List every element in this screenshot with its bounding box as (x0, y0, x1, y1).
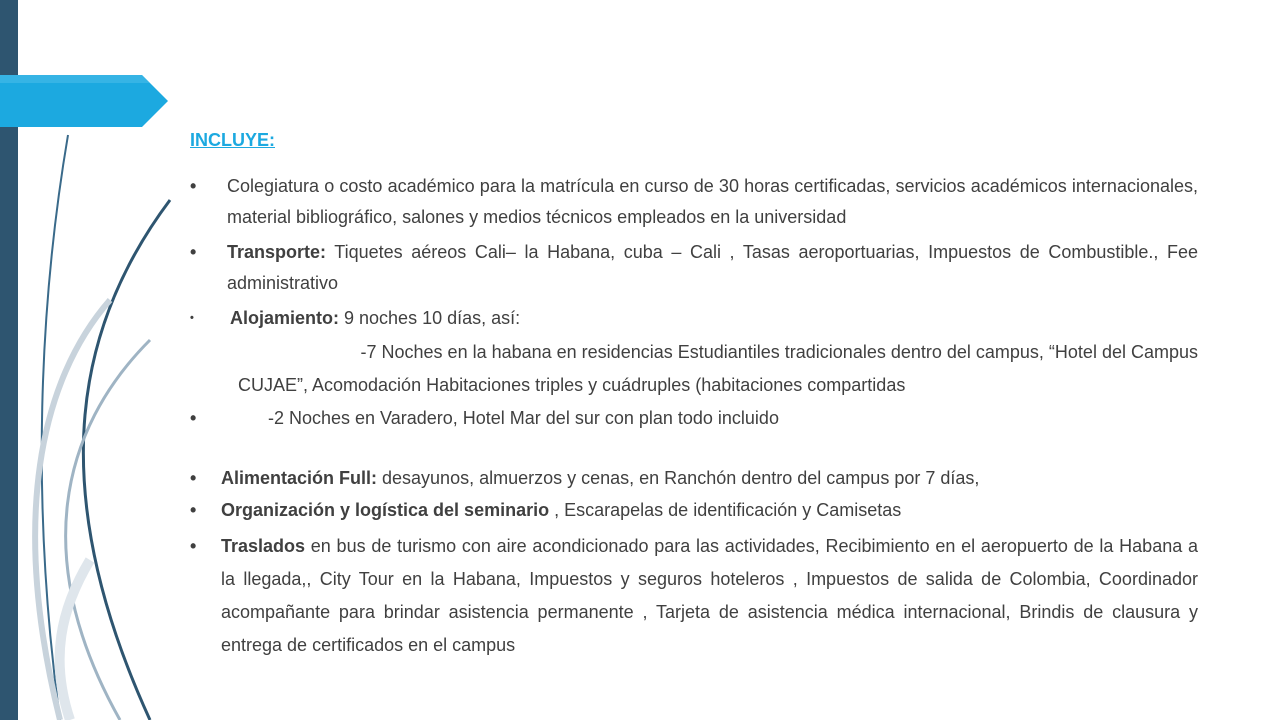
item-label: Traslados (221, 536, 306, 556)
item-label: Transporte: (227, 242, 327, 262)
item-text: Traslados en bus de turismo con aire acondicionado para las actividades, Recibimiento en el aeropuerto de la Habana a la llegada,, City Tour en la Habana, Impuestos y seguros hoteleros , Impuestos de salida de Colombia, Coordinador acompañante para brindar asistencia permanente , Tarjeta de asistencia médica internacional, Brindis de clausura y entrega de certificados en el campus (221, 536, 1198, 655)
bullet: • (190, 312, 194, 324)
sub-line: -7 Noches en la habana en residencias Estudiantiles tradicionales dentro del campus, “Hotel del Campus (360, 342, 1198, 362)
item-text: Colegiatura o costo académico para la matrícula en curso de 30 horas certificadas, servicios académicos internacionales, material bibliográfico, salones y medios técnicos empleados en la universidad (227, 176, 1198, 227)
item-text: Alojamiento: 9 noches 10 días, así: (230, 308, 521, 328)
list-item (190, 495, 1198, 526)
item-text: Organización y logística del seminario , Escarapelas de identificación y Camisetas (221, 500, 902, 520)
item-text: Alimentación Full: desayunos, almuerzos y cenas, en Ranchón dentro del campus por 7 días, (221, 468, 980, 488)
list-item (190, 237, 1198, 299)
bullet: • (190, 408, 197, 428)
bullet: • (190, 176, 197, 196)
content-area (190, 0, 1198, 720)
sub-line: CUJAE”, Acomodación Habitaciones triples y cuádruples (habitaciones compartidas (238, 375, 906, 395)
list-item (190, 171, 1198, 233)
list-item (190, 530, 1198, 654)
bullet: • (190, 242, 197, 262)
bullet: • (190, 500, 197, 520)
item-label: Alimentación Full: (221, 468, 378, 488)
bullet: • (190, 468, 197, 488)
item-text: -2 Noches en Varadero, Hotel Mar del sur con plan todo incluido (268, 408, 779, 428)
arrow-tab-icon (0, 75, 168, 127)
bullet: • (190, 536, 197, 556)
item-label: Organización y logística del seminario (221, 500, 550, 520)
list-item (190, 463, 1198, 494)
item-text: Transporte: Tiquetes aéreos Cali– la Habana, cuba – Cali , Tasas aeroportuarias, Impuestos de Combustible., Fee administrativo (227, 242, 1198, 293)
section-heading: INCLUYE: (190, 130, 275, 150)
list-item (190, 403, 1198, 434)
list-item (190, 303, 1198, 334)
item-label: Alojamiento: (230, 308, 340, 328)
